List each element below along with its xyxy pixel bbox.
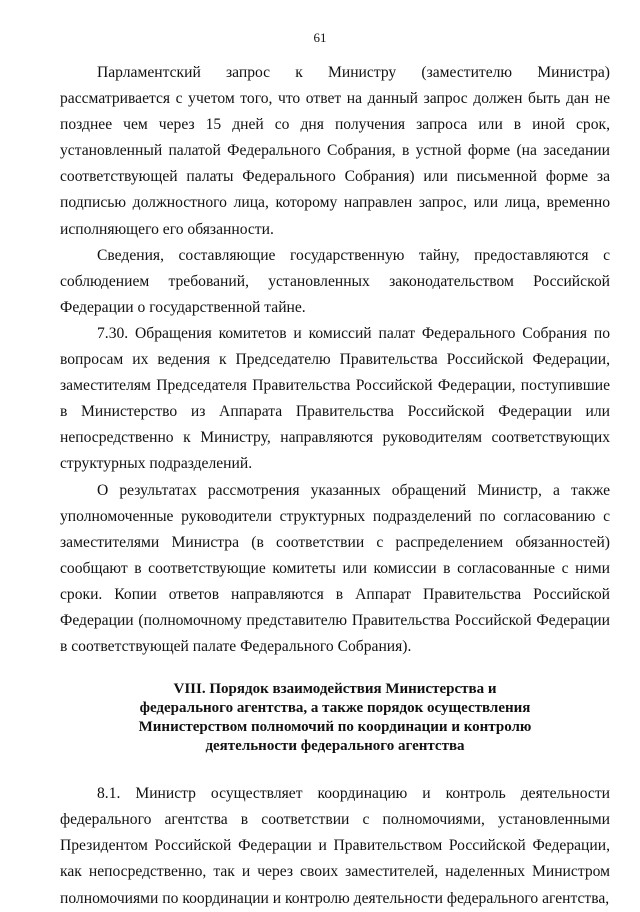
paragraph-results: О результатах рассмотрения указанных обращений Министр, а также уполномоченные руководители структурных подразделений по согласованию с заместителями Министра (в соответствии с распределением обязанностей) сообщают в соответствующие комитеты или комиссии в согласованные с ними сроки. Копии ответов направляются в Аппарат Правительства Российской Федерации (полномочному представителю Правительства Российской Федерации в соответствующей палате Федерального Собрания). [60, 481, 610, 656]
section-heading-line: деятельности федерального агентства [205, 738, 465, 755]
page-content [60, 60, 610, 912]
section-heading [60, 680, 610, 756]
paragraph-state-secret: Сведения, составляющие государственную тайну, предоставляются с соблюдением требований, установленных законодательством Российской Федерации о государственной тайне. [60, 246, 610, 316]
paragraph-8-1: 8.1. Министр осуществляет координацию и контроль деятельности федерального агентства в соответствии с полномочиями, установленными Президентом Российской Федерации и Правительством Российской Федерации, как непосредственно, так и через своих заместителей, наделенных Министром полномочиями по координации и контролю деятельности федерального агентства, [60, 785, 610, 907]
section-heading-line: федерального агентства, а также порядок осуществления [139, 700, 531, 717]
page-number: 61 [313, 30, 327, 45]
paragraph-7-30: 7.30. Обращения комитетов и комиссий палат Федерального Собрания по вопросам их ведения к Председателю Правительства Российской Федерации, заместителям Председателя Правительства Российской Федерации, поступившие в Министерство из Аппарата Правительства Российской Федерации или непосредственно к Министру, направляются руководителям соответствующих структурных подразделений. [60, 324, 610, 473]
section-heading-line: VIII. Порядок взаимодействия Министерства и [173, 681, 497, 698]
section-heading-line: Министерством полномочий по координации и контролю [138, 719, 532, 736]
paragraph-parliamentary-request: Парламентский запрос к Министру (заместителю Министра) рассматривается с учетом того, что ответ на данный запрос должен быть дан не позднее чем через 15 дней со дня получения запроса или в иной срок, установленный палатой Федерального Собрания, в устной форме (на заседании соответствующей палаты Федерального Собрания) или письменной форме за подписью должностного лица, которому направлен запрос, или лица, временно исполняющего его обязанности. [60, 64, 610, 238]
